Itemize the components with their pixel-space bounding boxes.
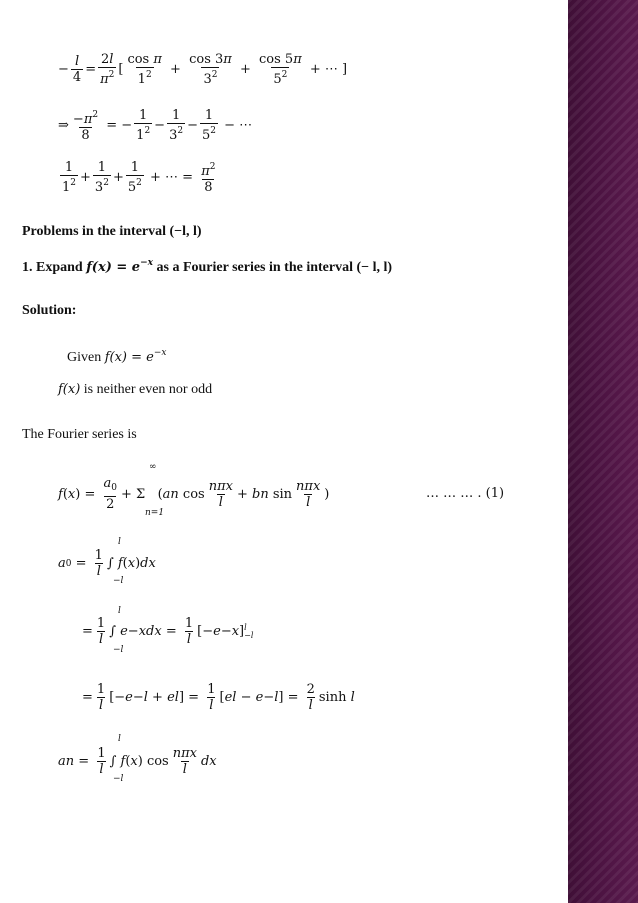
sum-lower-limit: n=1 xyxy=(145,508,165,518)
an-equation: a n = $\frac{1}{l}$ ∫ f ( x ) cos $\frac{\text{nπx}}{l}$ dx xyxy=(58,746,217,777)
equation-line-1: − $\frac{l}{4}$ = $\frac{2l}{\pi^2}$ [ $\frac{\text{cos π}}{1^2}$ + $\frac{\cos 3\pi}{3^2}$ + $\frac{\cos 5\pi}{5^2}$ + ⋯ ] xyxy=(58,52,348,87)
integral-upper-l-1: l xyxy=(118,537,121,547)
equation-line-2: ⇒ $\frac{-\pi^2}{8}$ = − $\frac{1}{1^2}$ − $\frac{1}{3^2}$ − $\frac{1}{5^2}$ − ⋯ xyxy=(58,108,253,143)
a0-step-2: = $\frac{1}{l}$ ∫ e −x dx = $\frac{1}{l}$ [− e −x ] l −l xyxy=(82,616,254,647)
solution-label: Solution: xyxy=(22,303,77,318)
a0-step-3: = $\frac{1}{l}$ [− e −l + e l ] = $\frac{1}{l}$ [ e l − e −l ] = $\frac{2}{l}$ sinh l xyxy=(82,682,355,713)
equation-reference: … … … . (1) xyxy=(426,486,505,501)
problem-statement: 1. Expand $f(x) = e^{-x}$ as a Fourier series in the interval (− l, l) xyxy=(22,258,393,275)
integral-lower-l-3: −l xyxy=(113,774,124,784)
integral-upper-l-2: l xyxy=(118,606,121,616)
section-heading: Problems in the interval (−l, l) xyxy=(22,224,202,239)
given-line: Given $f(x) = e^{-x}$ xyxy=(67,348,167,365)
integral-lower-l-2: −l xyxy=(113,645,124,655)
parity-line: f(x) is neither even nor odd xyxy=(58,382,213,397)
integral-upper-l-3: l xyxy=(118,734,121,744)
fourier-series-equation: f ( x ) = $\frac{a_0}{2}$ + Σ ( a n cos $\frac{\text{nπx}}{l}$ + b n sin $\frac{\text{nπx}}{l}$ ) xyxy=(58,476,330,512)
series-intro: The Fourier series is xyxy=(22,427,137,442)
equation-line-3: $\frac{1}{1^2}$ + $\frac{1}{3^2}$ + $\frac{1}{5^2}$ + ⋯ = $\frac{\pi^2}{8}$ xyxy=(62,160,216,195)
integral-lower-l-1: −l xyxy=(113,576,124,586)
sum-upper-limit: ∞ xyxy=(149,462,157,472)
a0-equation: a 0 = $\frac{1}{l}$ ∫ f ( x ) dx xyxy=(58,548,156,579)
decorative-sidebar xyxy=(568,0,638,903)
